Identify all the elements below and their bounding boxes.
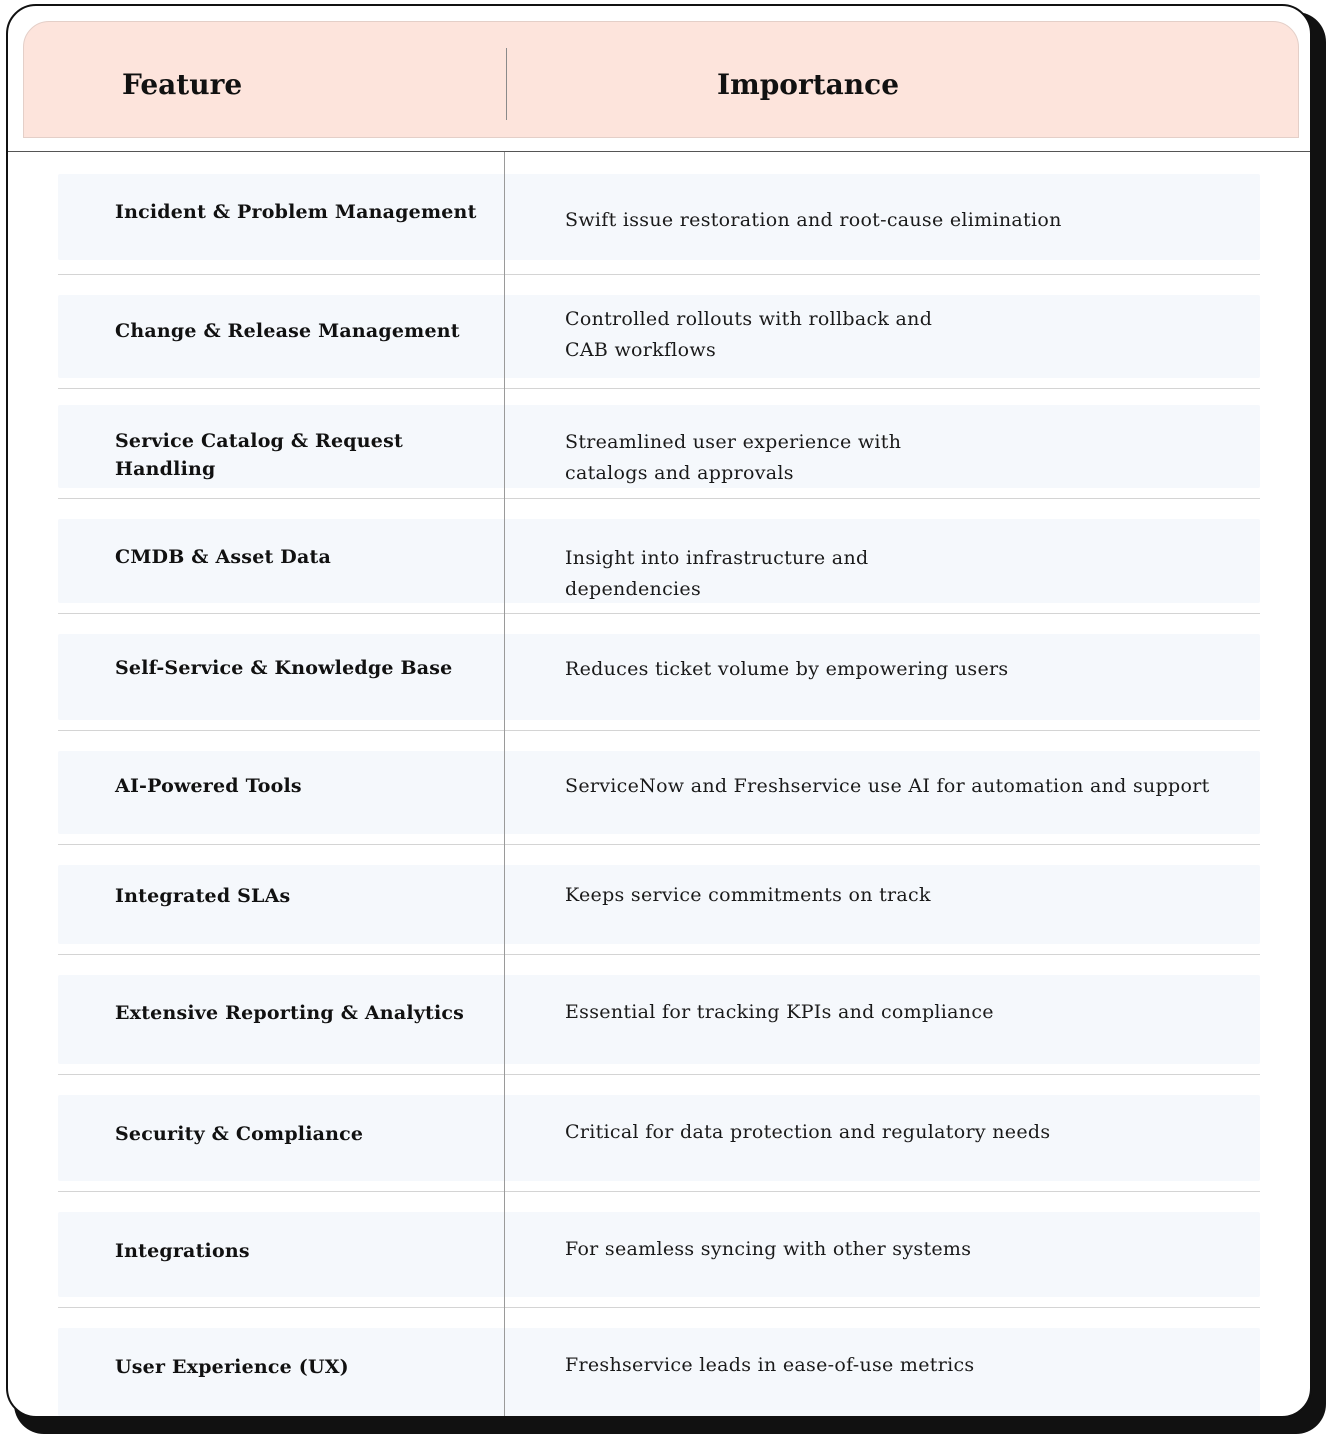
importance-cell: Streamlined user experience with catalogs and approvals xyxy=(565,431,902,484)
feature-cell: User Experience (UX) xyxy=(115,1356,349,1378)
table-body xyxy=(58,152,1260,1418)
comparison-table xyxy=(6,4,1312,1418)
importance-cell: Insight into infrastructure and dependencies xyxy=(565,547,869,600)
table-row xyxy=(58,955,1260,1075)
table-row xyxy=(58,389,1260,499)
feature-cell: Change & Release Management xyxy=(115,320,460,342)
feature-cell: Self-Service & Knowledge Base xyxy=(115,657,453,679)
importance-cell: Critical for data protection and regulatory needs xyxy=(565,1121,1051,1143)
feature-column-header: Feature xyxy=(122,68,243,101)
feature-cell: CMDB & Asset Data xyxy=(115,546,331,568)
importance-cell: For seamless syncing with other systems xyxy=(565,1238,972,1260)
importance-cell: Swift issue restoration and root-cause elimination xyxy=(565,209,1062,231)
column-divider xyxy=(504,152,505,1418)
importance-cell: ServiceNow and Freshservice use AI for automation and support xyxy=(565,775,1210,797)
table-row xyxy=(58,731,1260,845)
table-row xyxy=(58,1308,1260,1418)
feature-cell: Service Catalog & Request Handling xyxy=(115,430,403,480)
feature-cell: Integrations xyxy=(115,1240,250,1262)
table-row xyxy=(58,845,1260,955)
table-row xyxy=(58,614,1260,731)
importance-cell: Controlled rollouts with rollback and CAB workflows xyxy=(565,308,933,361)
feature-cell: AI-Powered Tools xyxy=(115,775,302,797)
table-header xyxy=(23,21,1299,138)
importance-cell: Freshservice leads in ease-of-use metrics xyxy=(565,1354,975,1376)
importance-cell: Keeps service commitments on track xyxy=(565,884,931,906)
header-divider xyxy=(506,48,507,120)
table-row xyxy=(58,1075,1260,1192)
table-row xyxy=(58,499,1260,614)
importance-cell: Reduces ticket volume by empowering users xyxy=(565,658,1009,680)
table-row xyxy=(58,275,1260,389)
importance-column-header: Importance xyxy=(717,68,900,101)
table-row xyxy=(58,152,1260,275)
feature-cell: Security & Compliance xyxy=(115,1123,364,1145)
feature-cell: Integrated SLAs xyxy=(115,885,291,907)
importance-cell: Essential for tracking KPIs and compliance xyxy=(565,1001,994,1023)
feature-cell: Incident & Problem Management xyxy=(115,201,477,223)
table-row xyxy=(58,1192,1260,1308)
feature-cell: Extensive Reporting & Analytics xyxy=(115,1002,465,1024)
